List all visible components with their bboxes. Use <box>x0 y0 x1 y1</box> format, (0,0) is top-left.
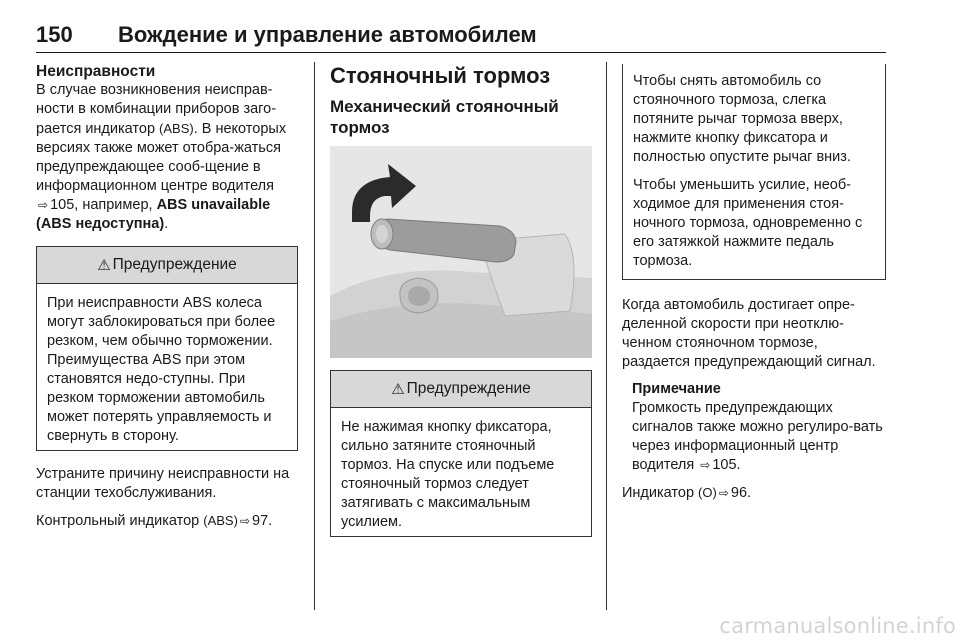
section-heading-parking-brake: Стояночный тормоз <box>330 63 551 88</box>
column-divider-1 <box>314 62 315 610</box>
note-title: Примечание <box>632 381 721 397</box>
column-2 <box>330 62 592 551</box>
warning-triangle-icon: ⚠ <box>391 381 405 398</box>
page-title: Вождение и управление автомобилем <box>118 22 537 47</box>
parking-brake-indicator-icon: (O) <box>698 485 717 500</box>
abs-unavailable-message: ABS unavailable (ABS недоступна) <box>36 197 271 232</box>
page-ref-link[interactable]: 105 <box>50 197 75 213</box>
note-text: Громкость предупреждающих сигналов также можно регулиро-вать через информационный центр водителя ⇨ 105. <box>632 400 883 473</box>
section-heading-malfunctions: Неисправности <box>36 63 156 80</box>
parking-brake-lever-image <box>330 146 592 358</box>
reduce-effort-text: Чтобы уменьшить усилие, необ-ходимое для применения стоя-ночного тормоза, одновременно с его затяжкой нажмите педаль тормоза. <box>633 177 863 269</box>
column-1 <box>36 62 298 539</box>
page-ref-link[interactable]: 105 <box>712 457 737 473</box>
page-ref-link[interactable]: 96 <box>730 485 748 501</box>
warning-box-parking-brake <box>330 370 592 537</box>
warning-header: ⚠ Предупреждение <box>331 371 591 408</box>
continued-warning-box <box>622 64 886 280</box>
parking-brake-indicator-paragraph: Индикатор (O) ⇨ 96. <box>622 485 752 501</box>
release-brake-text: Чтобы снять автомобиль со стояночного тормоза, слегка потяните рычаг тормоза вверх, нажмите кнопку фиксатора и полностью опустите рычаг вниз. <box>633 73 851 165</box>
warning-triangle-icon: ⚠ <box>97 257 111 274</box>
warning-text: Не нажимая кнопку фиксатора, сильно затяните стояночный тормоз. На спуске или подъеме стояночный тормоз следует затягивать с максимальным усилием. <box>341 419 555 530</box>
speed-warning-paragraph: Когда автомобиль достигает опре-деленной скорости при неотклю-ченном стояночном тормозе, раздается предупреждающий сигнал. <box>622 297 876 370</box>
subheading-mechanical-brake: Механический стояночный тормоз <box>330 97 559 137</box>
malfunction-paragraph: В случае возникновения неисправ-ности в комбинации приборов заго-рается индикатор (ABS). В некоторых версиях также может отобра-жаться предупреждающее сооб-щение в информационном центре водителя ⇨ 105, например, ABS unavailable (ABS недоступна). <box>36 82 287 232</box>
page-ref-arrow-icon: ⇨ <box>38 198 49 212</box>
page-ref-link[interactable]: 97 <box>252 513 269 529</box>
note-block <box>622 380 886 475</box>
parking-brake-illustration <box>330 146 592 358</box>
abs-warning-icon: (ABS) <box>159 121 194 136</box>
abs-indicator-icon: (ABS) <box>203 513 238 528</box>
fix-paragraph: Устраните причину неисправности на станции техобслуживания. <box>36 466 290 501</box>
page-ref-arrow-icon: ⇨ <box>700 458 711 472</box>
watermark: carmanualsonline.info <box>719 614 956 638</box>
page-ref-arrow-icon: ⇨ <box>239 514 250 528</box>
column-3 <box>622 64 886 511</box>
warning-box-abs <box>36 246 298 451</box>
control-indicator-paragraph: Контрольный индикатор (ABS) ⇨ 97. <box>36 513 273 529</box>
warning-header: ⚠ Предупреждение <box>37 247 297 284</box>
page-ref-arrow-icon: ⇨ <box>718 486 729 500</box>
page-header <box>36 18 886 53</box>
page-number: 150 <box>36 22 73 47</box>
warning-text: При неисправности ABS колеса могут заблокироваться при более резком, чем обычно торможении. Преимущества ABS при этом становятся недо-ступны. При резком торможении автомобиль может потерять управляемость и свернуть в сторону. <box>47 295 276 444</box>
column-divider-2 <box>606 62 607 610</box>
